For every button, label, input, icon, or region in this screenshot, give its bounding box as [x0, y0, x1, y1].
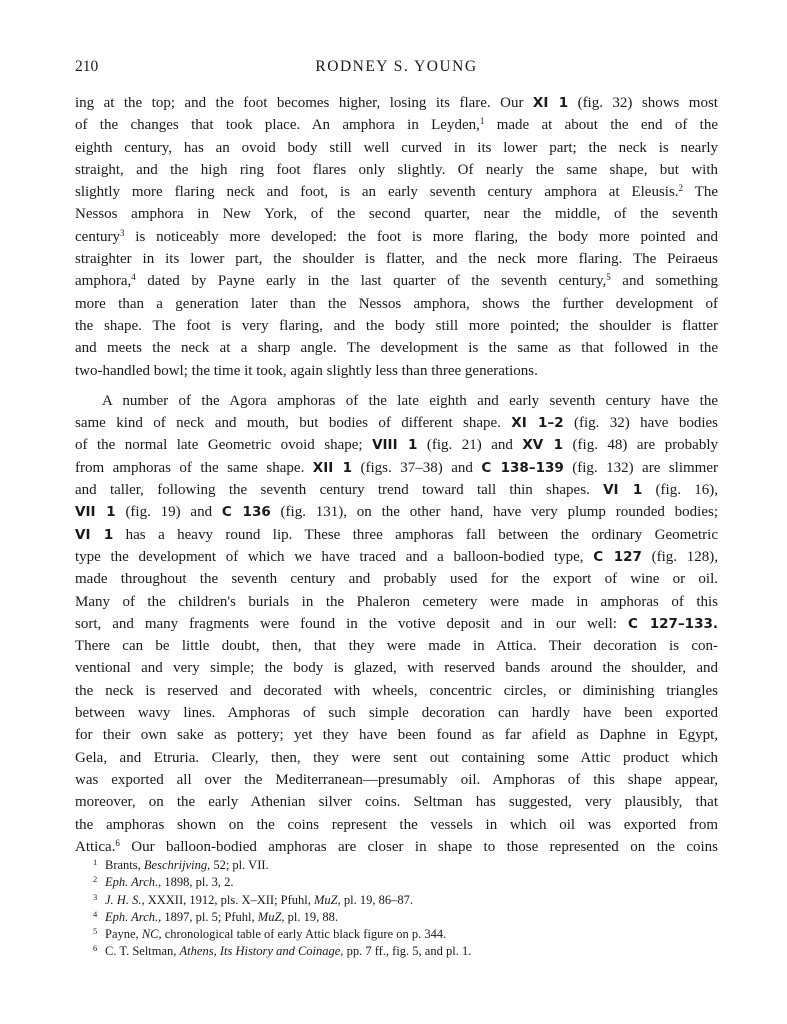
text-line: more than a generation later than the Nessos amphora, shows the further development of	[75, 295, 718, 312]
text-line: of the normal late Geometric ovoid shape; VIII 1 (fig. 21) and XV 1 (fig. 48) are probably	[75, 437, 718, 454]
text-line: of the changes that took place. An amphora in Leyden,$^1$ made at about the end of the	[75, 116, 718, 134]
footnote: 3 J. H. S., XXXII, 1912, pls. X–XII; Pfuhl, MuZ, pl. 19, 86–87.	[93, 891, 413, 907]
text-line: eighth century, has an ovoid body still well curved in its lower part; the neck is nearly	[75, 139, 718, 156]
body-text	[75, 92, 718, 858]
catalogue-reference: VI 1	[603, 482, 643, 499]
footnote: 1 Brants, Beschrijving, 52; pl. VII.	[93, 857, 269, 872]
text-line: There can be little doubt, then, that they were made in Attica. Their decoration is con-	[75, 638, 718, 655]
text-line: the amphoras shown on the coins represent the vessels in which oil was exported from	[75, 816, 718, 833]
footnote: 5 Payne, NC, chronological table of early Attic black figure on p. 344.	[93, 926, 447, 942]
text-line: from amphoras of the same shape. XII 1 (figs. 37–38) and C 138–139 (fig. 132) are slimmer	[75, 459, 718, 476]
text-line: the neck is reserved and decorated with wheels, concentric circles, or diminishing triangles	[75, 682, 718, 699]
text-line: the shape. The foot is very flaring, and the body still more pointed; the shoulder is flatter	[75, 317, 718, 334]
text-line: between wavy lines. Amphoras of such simple decoration can hardly have been exported	[75, 705, 718, 722]
footnote: 4 Eph. Arch., 1897, pl. 5; Pfuhl, MuZ, pl. 19, 88.	[93, 908, 339, 924]
text-line: two-handled bowl; the time it took, again slightly less than three generations.	[75, 362, 538, 379]
catalogue-reference: C 127	[593, 548, 642, 565]
text-line: for their own sake as pottery; yet they have been found as far afield as Daphne in Egypt,	[75, 727, 718, 744]
catalogue-reference: XII 1	[312, 459, 353, 476]
footnote-marker: 4	[131, 272, 136, 283]
paragraph	[75, 92, 718, 382]
running-head: RODNEY S. YOUNG	[315, 58, 478, 75]
footnote: 2 Eph. Arch., 1898, pl. 3, 2.	[93, 874, 234, 890]
text-line: and taller, following the seventh century trend toward tall thin shapes. VI 1 (fig. 16),	[75, 482, 718, 499]
text-line: straight, and the high ring foot flares only slightly. Of nearly the same shape, but with	[75, 161, 718, 178]
footnote-marker: 6	[115, 837, 120, 848]
text-line: VI 1 has a heavy round lip. These three amphoras fall between the ordinary Geometric	[75, 526, 718, 543]
footnote: 6 C. T. Seltman, Athens, Its History and Coinage, pp. 7 ff., fig. 5, and pl. 1.	[93, 943, 472, 959]
catalogue-reference: VI 1	[75, 526, 114, 543]
footnotes	[93, 857, 713, 961]
text-line: straighter in its lower part, the shoulder is flatter, and the neck more flaring. The Peiraeus	[75, 251, 718, 268]
text-line: VII 1 (fig. 19) and C 136 (fig. 131), on the other hand, have very plump rounded bodies;	[75, 504, 718, 521]
text-line: Nessos amphora in New York, of the second quarter, near the middle, of the seventh	[75, 206, 718, 223]
text-line: sort, and many fragments were found in the votive deposit and in our well: C 127–133.	[75, 615, 718, 632]
text-line: Many of the children's burials in the Phaleron cemetery were made in amphoras of this	[75, 593, 718, 610]
page-header	[75, 58, 718, 80]
catalogue-reference: C 127–133.	[627, 615, 718, 632]
text-line: same kind of neck and mouth, but bodies of different shape. XI 1–2 (fig. 32) have bodies	[75, 415, 718, 432]
catalogue-reference: XI 1	[532, 95, 569, 111]
catalogue-reference: C 138–139	[481, 459, 564, 476]
footnote-marker: 5	[606, 272, 611, 283]
catalogue-reference: VII 1	[75, 504, 116, 521]
text-line: Gela, and Etruria. Clearly, then, they were sent out containing some Attic product which	[75, 749, 718, 766]
text-line: Attica.$^6$ Our balloon-bodied amphoras are closer in shape to those represented on the coins	[75, 837, 718, 855]
text-line: and meets the neck at a sharp angle. The development is the same as that followed in the	[75, 340, 718, 357]
text-line: moreover, on the early Athenian silver coins. Seltman has suggested, very plausibly, that	[75, 794, 718, 811]
catalogue-reference: XI 1–2	[511, 415, 564, 432]
footnote-marker: 1	[479, 116, 485, 127]
text-line: amphora,$^4$ dated by Payne early in the last quarter of the seventh century,$^5$ and something	[75, 272, 718, 290]
footnote-marker: 3	[119, 227, 125, 238]
text-line: slightly more flaring neck and foot, is an early seventh century amphora at Eleusis.$^2$ The	[75, 183, 718, 201]
page-number: 210	[75, 58, 99, 75]
paragraph	[75, 390, 718, 858]
text-line: A number of the Agora amphoras of the late eighth and early seventh century have the	[102, 392, 718, 409]
text-line: type the development of which we have traced and a balloon-bodied type, C 127 (fig. 128),	[75, 548, 718, 565]
catalogue-reference: VIII 1	[372, 437, 418, 454]
text-line: ing at the top; and the foot becomes higher, losing its flare. Our XI 1 (fig. 32) shows most	[75, 95, 718, 111]
catalogue-reference: XV 1	[522, 437, 564, 454]
text-line: was exported all over the Mediterranean—presumably oil. Amphoras of this shape appear,	[75, 771, 718, 788]
catalogue-reference: C 136	[221, 504, 271, 521]
footnote-marker: 2	[678, 183, 684, 194]
text-line: made throughout the seventh century and probably used for the export of wine or oil.	[75, 571, 718, 588]
text-line: ventional and very simple; the body is glazed, with reserved bands around the shoulder, and	[75, 660, 718, 677]
text-line: century$^3$ is noticeably more developed: the foot is more flaring, the body more pointed and	[75, 227, 718, 245]
